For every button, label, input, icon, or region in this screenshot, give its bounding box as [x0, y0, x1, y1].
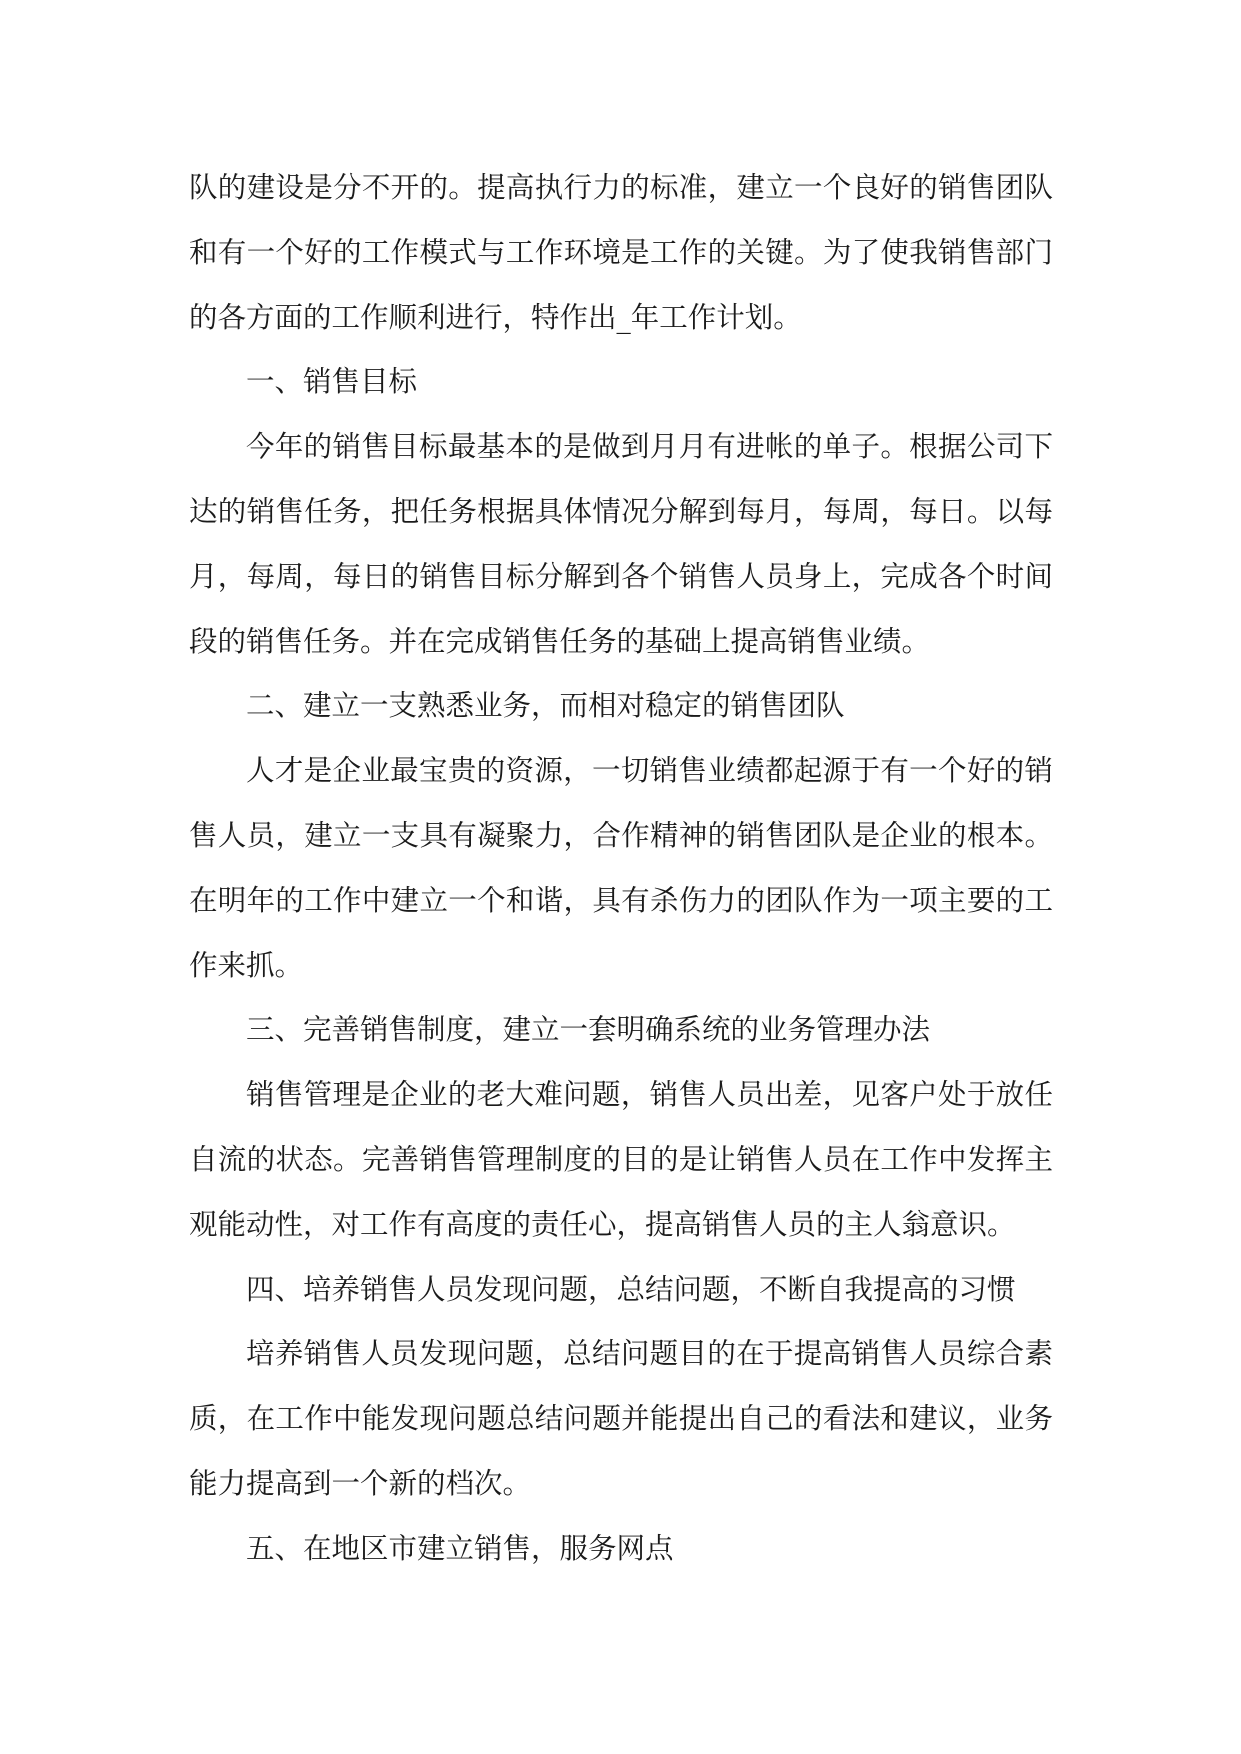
section-heading-4: 四、培养销售人员发现问题，总结问题，不断自我提高的习惯: [246, 1272, 1016, 1306]
paragraph-intro-continuation: 队的建设是分不开的。提高执行力的标准，建立一个良好的销售团队和有一个好的工作模式与工作环境是工作的关键。为了使我销售部门的各方面的工作顺利进行，特作出_年工作计划。: [189, 171, 1053, 334]
paragraph-section-2: 人才是企业最宝贵的资源，一切销售业绩都起源于有一个好的销售人员，建立一支具有凝聚力，合作精神的销售团队是企业的根本。在明年的工作中建立一个和谐，具有杀伤力的团队作为一项主要的工作来抓。: [189, 754, 1053, 982]
document-body: [189, 156, 1053, 1582]
section-heading-5: 五、在地区市建立销售，服务网点: [246, 1531, 674, 1565]
paragraph-section-4: 培养销售人员发现问题，总结问题目的在于提高销售人员综合素质，在工作中能发现问题总结问题并能提出自己的看法和建议，业务能力提高到一个新的档次。: [189, 1337, 1053, 1500]
section-heading-1: 一、销售目标: [246, 365, 418, 399]
paragraph-section-3: 销售管理是企业的老大难问题，销售人员出差，见客户处于放任自流的状态。完善销售管理制度的目的是让销售人员在工作中发挥主观能动性，对工作有高度的责任心，提高销售人员的主人翁意识。: [189, 1078, 1053, 1241]
paragraph-section-1: 今年的销售目标最基本的是做到月月有进帐的单子。根据公司下达的销售任务，把任务根据具体情况分解到每月，每周，每日。以每月，每周，每日的销售目标分解到各个销售人员身上，完成各个时间段的销售任务。并在完成销售任务的基础上提高销售业绩。: [189, 430, 1053, 658]
section-heading-2: 二、建立一支熟悉业务，而相对稳定的销售团队: [246, 689, 845, 723]
section-heading-3: 三、完善销售制度，建立一套明确系统的业务管理办法: [246, 1013, 931, 1047]
